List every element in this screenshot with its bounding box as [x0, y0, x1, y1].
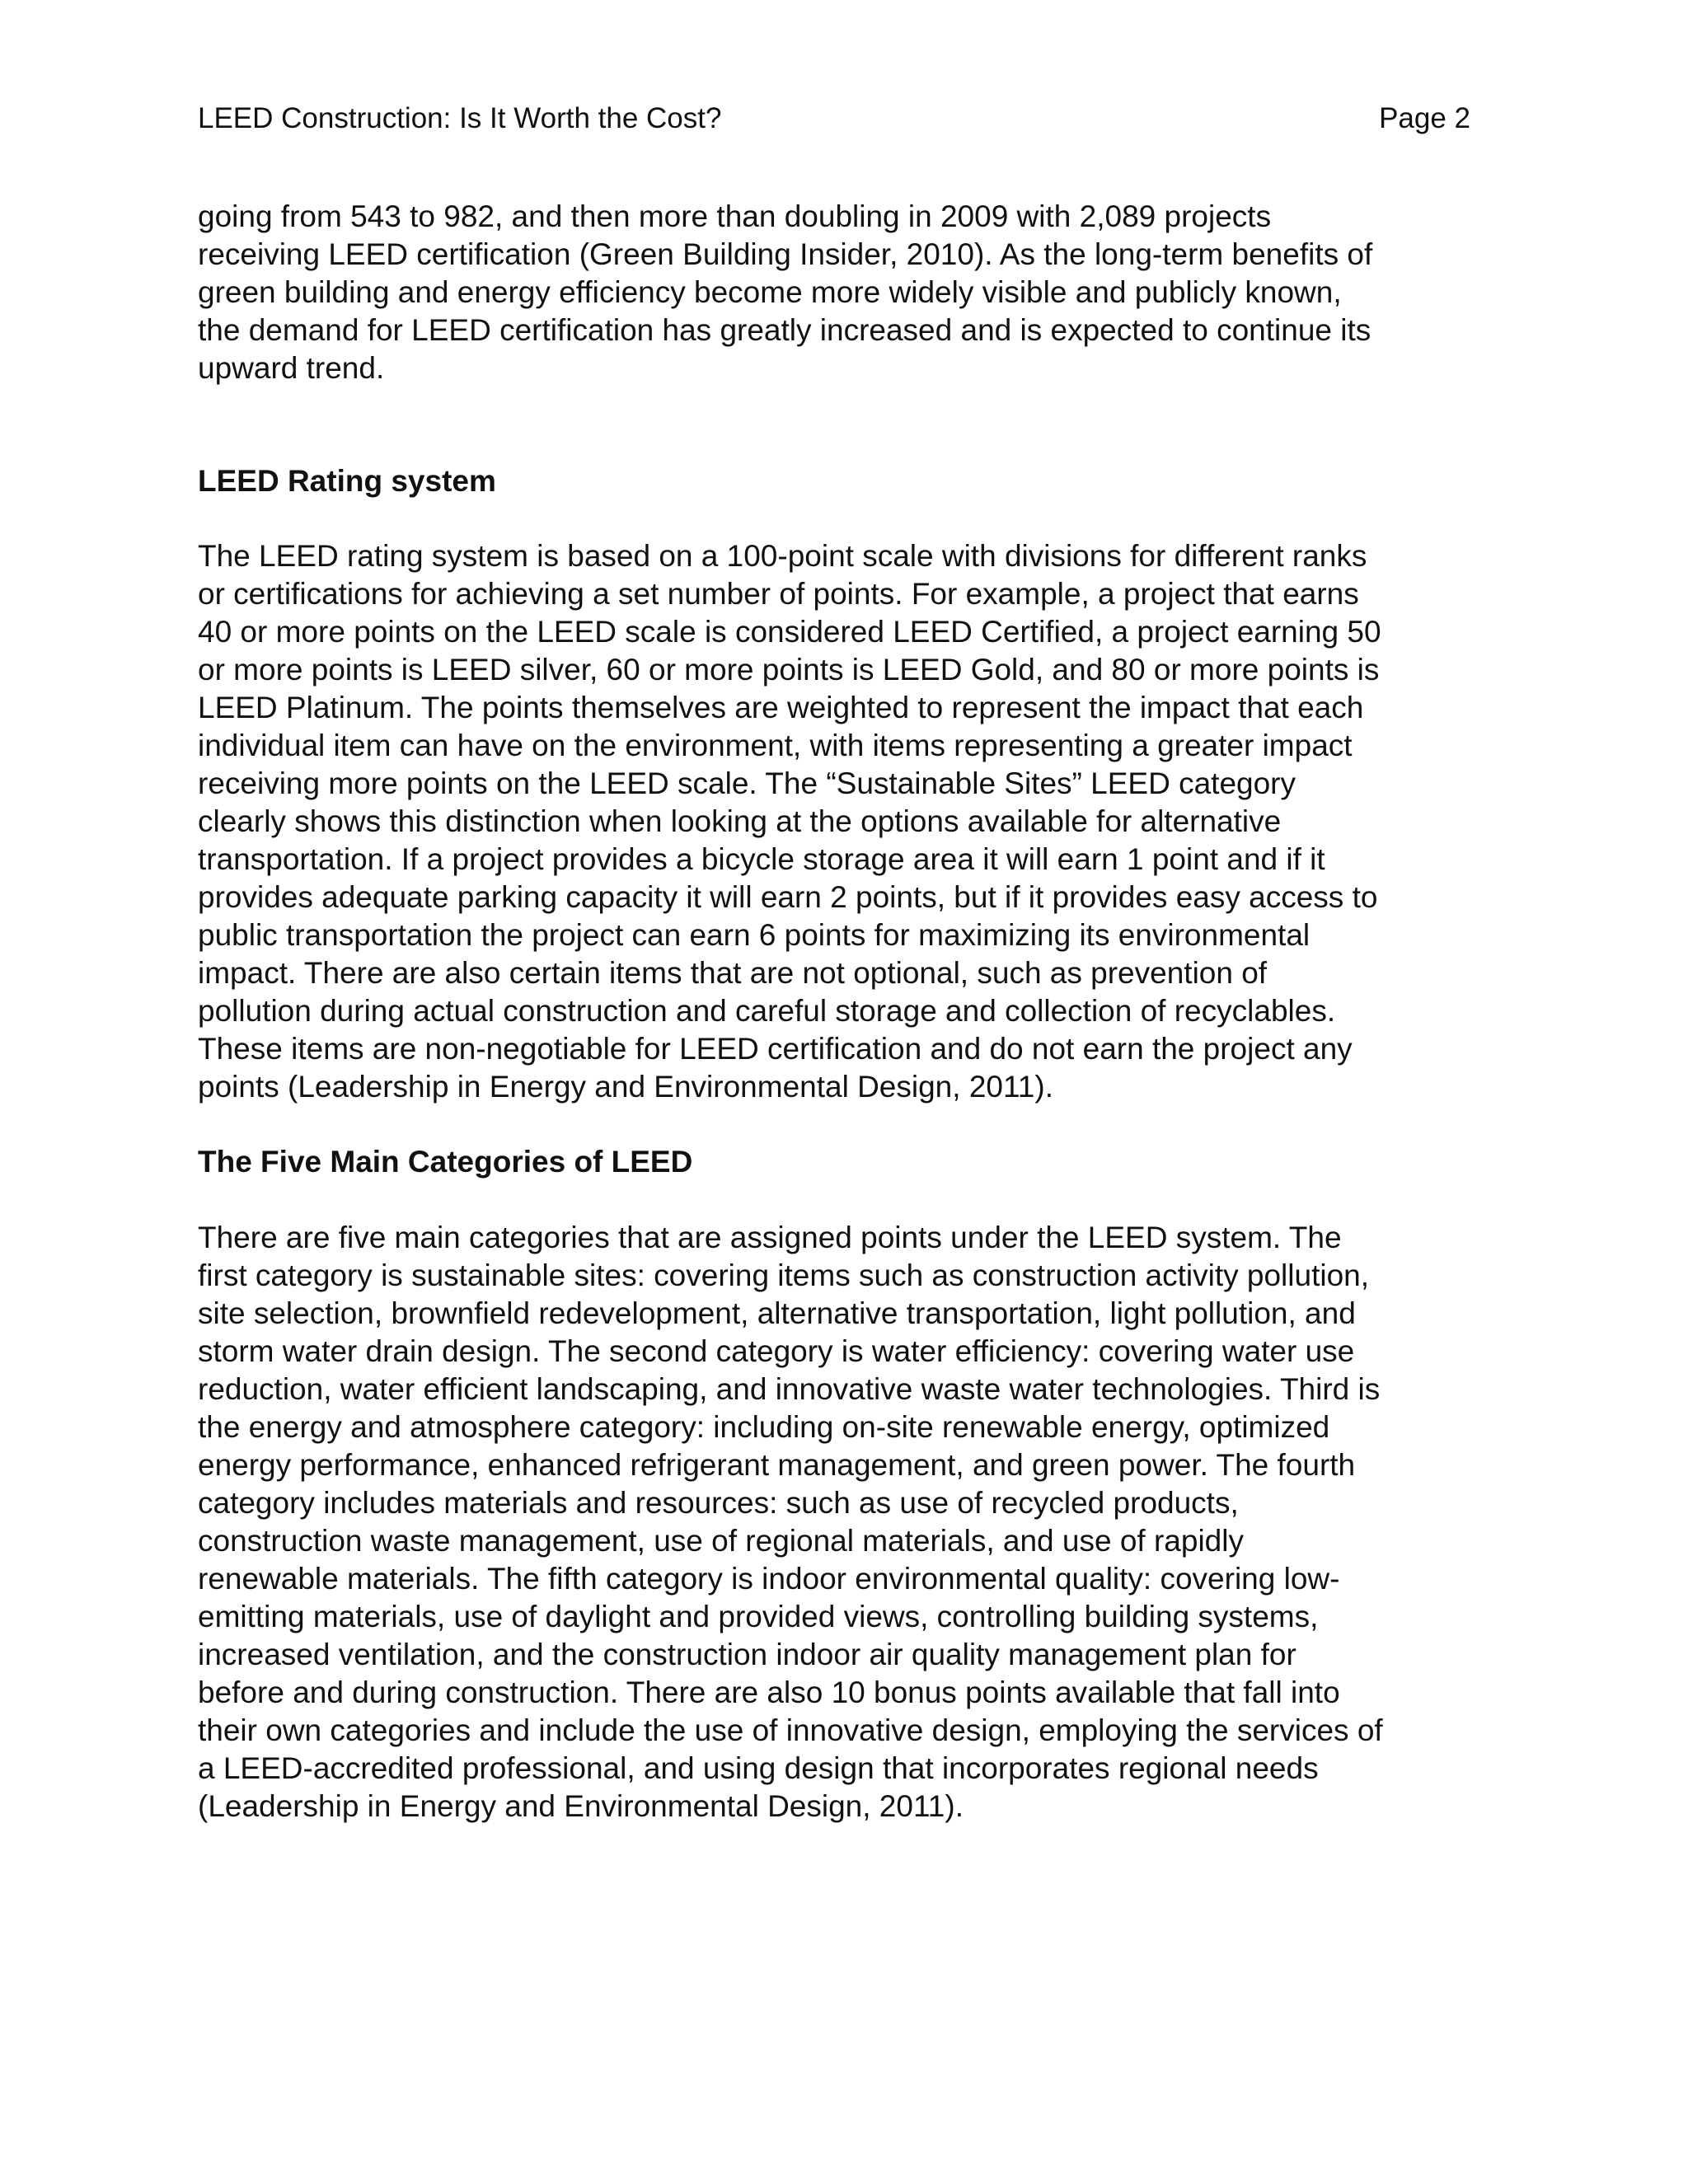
five-categories-paragraph	[198, 1219, 1470, 1825]
text-line: green building and energy efficiency become more widely visible and publicly known,	[198, 275, 1342, 309]
page-number: Page 2	[1379, 102, 1470, 134]
text-line: first category is sustainable sites: covering items such as construction activity pollution,	[198, 1258, 1370, 1292]
text-line: a LEED-accredited professional, and using design that incorporates regional needs	[198, 1751, 1319, 1785]
text-line: going from 543 to 982, and then more than doubling in 2009 with 2,089 projects	[198, 199, 1272, 233]
text-line: transportation. If a project provides a bicycle storage area it will earn 1 point and if it	[198, 842, 1325, 876]
text-line: There are five main categories that are assigned points under the LEED system. The	[198, 1221, 1342, 1254]
text-line: emitting materials, use of daylight and provided views, controlling building systems,	[198, 1600, 1319, 1633]
text-line: pollution during actual construction and careful storage and collection of recyclables.	[198, 994, 1336, 1028]
section-heading-five-categories: The Five Main Categories of LEED	[198, 1145, 693, 1179]
text-line: storm water drain design. The second category is water efficiency: covering water use	[198, 1334, 1355, 1368]
document-title: LEED Construction: Is It Worth the Cost?	[198, 102, 722, 134]
text-line: individual item can have on the environment, with items representing a greater impact	[198, 729, 1353, 762]
text-line: or more points is LEED silver, 60 or more points is LEED Gold, and 80 or more points is	[198, 653, 1380, 687]
rating-system-paragraph	[198, 537, 1470, 1106]
text-line: the energy and atmosphere category: including on-site renewable energy, optimized	[198, 1410, 1330, 1444]
text-line: public transportation the project can earn 6 points for maximizing its environmental	[198, 918, 1311, 952]
text-line: LEED Platinum. The points themselves are weighted to represent the impact that each	[198, 691, 1364, 724]
text-line: clearly shows this distinction when looking at the options available for alternative	[198, 804, 1282, 838]
text-line: These items are non-negotiable for LEED certification and do not earn the project any	[198, 1032, 1353, 1066]
text-line: their own categories and include the use of innovative design, employing the services of	[198, 1713, 1383, 1747]
text-line: provides adequate parking capacity it will earn 2 points, but if it provides easy access to	[198, 880, 1378, 914]
text-line: reduction, water efficient landscaping, and innovative waste water technologies. Third is	[198, 1372, 1381, 1406]
running-header	[198, 99, 1470, 138]
text-line: (Leadership in Energy and Environmental Design, 2011).	[198, 1789, 964, 1823]
section-heading-rating-system: LEED Rating system	[198, 464, 496, 498]
text-line: increased ventilation, and the construction indoor air quality management plan for	[198, 1638, 1296, 1671]
text-line: category includes materials and resources: such as use of recycled products,	[198, 1486, 1239, 1520]
text-line: 40 or more points on the LEED scale is considered LEED Certified, a project earning 50	[198, 615, 1381, 649]
text-line: before and during construction. There are also 10 bonus points available that fall into	[198, 1675, 1340, 1709]
text-line: energy performance, enhanced refrigerant management, and green power. The fourth	[198, 1448, 1356, 1482]
text-line: the demand for LEED certification has greatly increased and is expected to continue its	[198, 313, 1372, 347]
text-line: renewable materials. The fifth category is indoor environmental quality: covering low-	[198, 1562, 1340, 1596]
text-line: construction waste management, use of regional materials, and use of rapidly	[198, 1524, 1244, 1558]
text-line: receiving more points on the LEED scale. The “Sustainable Sites” LEED category	[198, 766, 1296, 800]
text-line: upward trend.	[198, 351, 385, 385]
text-line: or certifications for achieving a set number of points. For example, a project that earns	[198, 577, 1359, 611]
intro-paragraph	[198, 198, 1470, 387]
text-line: site selection, brownfield redevelopment, alternative transportation, light pollution, and	[198, 1296, 1356, 1330]
text-line: impact. There are also certain items that are not optional, such as prevention of	[198, 956, 1268, 990]
text-line: receiving LEED certification (Green Building Insider, 2010). As the long-term benefits of	[198, 237, 1373, 271]
text-line: points (Leadership in Energy and Environmental Design, 2011).	[198, 1070, 1053, 1104]
text-line: The LEED rating system is based on a 100-point scale with divisions for different ranks	[198, 539, 1367, 573]
